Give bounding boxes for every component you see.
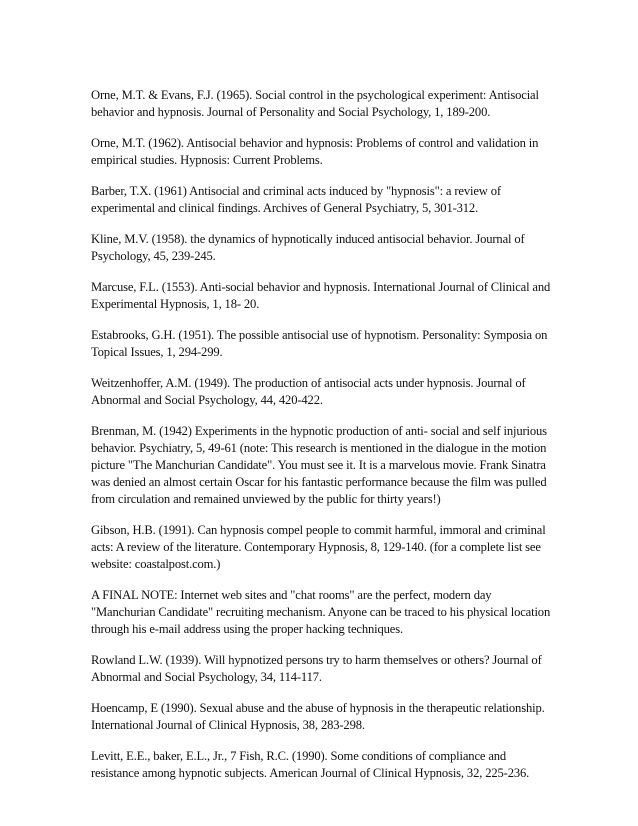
reference-entry: Orne, M.T. & Evans, F.J. (1965). Social control in the psychological experiment: Antisocial behavior and hypnosis. Journal of Personality and Social Psychology, 1, 189-200. [91,88,539,119]
reference-entry: Gibson, H.B. (1991). Can hypnosis compel people to commit harmful, immoral and criminal acts: A review of the literature. Contemporary Hypnosis, 8, 129-140. (for a complete list see website: coastalpost.com.) [91,523,546,571]
reference-entry: Barber, T.X. (1961) Antisocial and criminal acts induced by "hypnosis": a review of experimental and clinical findings. Archives of General Psychiatry, 5, 301-312. [91,184,501,215]
reference-entry: Orne, M.T. (1962). Antisocial behavior and hypnosis: Problems of control and validation in empirical studies. Hypnosis: Current Problems. [91,136,539,167]
reference-entry: Rowland L.W. (1939). Will hypnotized persons try to harm themselves or others? Journal of Abnormal and Social Psychology, 34, 114-117. [91,653,542,684]
reference-entry: Marcuse, F.L. (1553). Anti-social behavior and hypnosis. International Journal of Clinical and Experimental Hypnosis, 1, 18- 20. [91,280,551,311]
reference-entry: Estabrooks, G.H. (1951). The possible antisocial use of hypnotism. Personality: Symposia on Topical Issues, 1, 294-299. [91,328,548,359]
reference-entry: Hoencamp, E (1990). Sexual abuse and the abuse of hypnosis in the therapeutic relationship. International Journal of Clinical Hypnosis, 38, 283-298. [91,701,545,732]
reference-entry: Weitzenhoffer, A.M. (1949). The production of antisocial acts under hypnosis. Journal of Abnormal and Social Psychology, 44, 420-422. [91,376,526,407]
reference-entry: Brenman, M. (1942) Experiments in the hypnotic production of anti- social and self injurious behavior. Psychiatry, 5, 49-61 (note: This research is mentioned in the dialogue in the motion picture "The Manchurian Candidate". You must see it. It is a marvelous movie. Frank Sinatra was denied an almost certain Oscar for his fantastic performance because the film was pulled from circulation and remained unviewed by the public for thirty years!) [91,424,547,506]
reference-entry: Kline, M.V. (1958). the dynamics of hypnotically induced antisocial behavior. Journal of Psychology, 45, 239-245. [91,232,525,263]
reference-entry: Levitt, E.E., baker, E.L., Jr., 7 Fish, R.C. (1990). Some conditions of compliance and resistance among hypnotic subjects. American Journal of Clinical Hypnosis, 32, 225-236. [91,749,530,780]
final-note: A FINAL NOTE: Internet web sites and "chat rooms" are the perfect, modern day "Manchurian Candidate" recruiting mechanism. Anyone can be traced to his physical location through his e-mail address using the proper hacking techniques. [91,588,551,636]
reference-list [91,87,551,796]
